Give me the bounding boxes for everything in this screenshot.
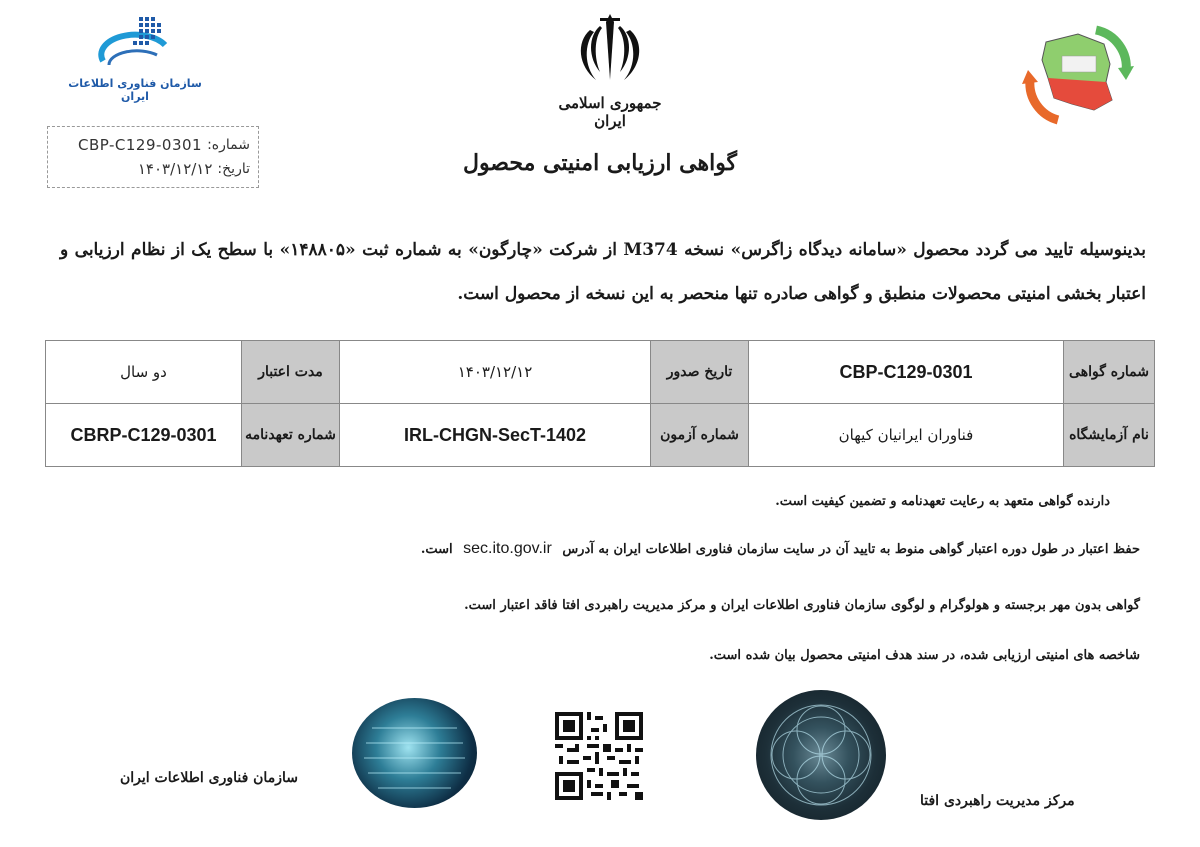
cert-number-header: شماره گواهی bbox=[1064, 341, 1155, 404]
emblem-icon bbox=[570, 8, 650, 88]
afta-hologram-seal bbox=[756, 690, 886, 820]
signature-afta: مرکز مدیریت راهبردی افتا bbox=[920, 793, 1075, 809]
lab-name-header: نام آزمایشگاه bbox=[1064, 404, 1155, 467]
validity-header: مدت اعتبار bbox=[242, 341, 340, 404]
note-commitment: دارنده گواهی متعهد به رعایت تعهدنامه و تضمین کیفیت است. bbox=[775, 494, 1110, 509]
emblem-caption: جمهوری اسلامی ایران bbox=[558, 94, 662, 130]
certificate-info-table bbox=[45, 340, 1155, 467]
certificate-date-value: ۱۴۰۳/۱۲/۱۲ bbox=[137, 160, 213, 178]
note-security-target: شاخصه های امنیتی ارزیابی شده، در سند هدف امنیتی محصول بیان شده است. bbox=[709, 648, 1140, 663]
certificate-title: گواهی ارزیابی امنیتی محصول bbox=[462, 150, 738, 176]
table-row bbox=[46, 341, 1155, 404]
note-validity bbox=[421, 540, 1140, 558]
qr-code[interactable] bbox=[555, 712, 643, 800]
signature-ito: سازمان فناوری اطلاعات ایران bbox=[120, 770, 298, 786]
commitment-number-header: شماره تعهدنامه bbox=[242, 404, 340, 467]
certificate-number-label: شماره: bbox=[207, 137, 250, 153]
rosette-icon bbox=[756, 690, 886, 820]
ito-website-url: sec.ito.gov.ir bbox=[463, 540, 552, 557]
certificate-number-value: CBP-C129-0301 bbox=[78, 136, 203, 154]
ito-logo-icon bbox=[95, 15, 175, 75]
issue-date-cell: ۱۴۰۳/۱۲/۱۲ bbox=[340, 341, 651, 404]
afta-logo bbox=[1018, 20, 1138, 130]
test-number-header: شماره آزمون bbox=[651, 404, 749, 467]
lab-name-cell: فناوران ایرانیان کیهان bbox=[749, 404, 1064, 467]
ito-logo bbox=[55, 15, 215, 103]
note-validity-end: است. bbox=[420, 542, 453, 557]
ito-org-name: سازمان فناوری اطلاعات ایران bbox=[68, 77, 202, 103]
certificate-date-row bbox=[56, 157, 250, 181]
certificate-number-box bbox=[47, 126, 259, 188]
afta-map-icon bbox=[1018, 20, 1138, 130]
table-row bbox=[46, 404, 1155, 467]
test-number-cell: IRL-CHGN-SecT-1402 bbox=[340, 404, 651, 467]
validity-cell: دو سال bbox=[46, 341, 242, 404]
cert-number-cell: CBP-C129-0301 bbox=[749, 341, 1064, 404]
note-validity-text: حفظ اعتبار در طول دوره اعتبار گواهی منوط به تایید آن در سایت سازمان فناوری اطلاعات ایران به آدرس bbox=[562, 542, 1140, 557]
issue-date-header: تاریخ صدور bbox=[651, 341, 749, 404]
note-hologram: گواهی بدون مهر برجسته و هولوگرام و لوگوی سازمان فناوری اطلاعات ایران و مرکز مدیریت راهبردی افتا فاقد اعتبار است. bbox=[464, 598, 1140, 613]
qr-code-icon bbox=[555, 712, 643, 800]
ito-hologram-seal bbox=[352, 698, 477, 808]
hologram-pattern-icon bbox=[352, 698, 477, 808]
certificate-number-row bbox=[56, 133, 250, 157]
certificate-date-label: تاریخ: bbox=[217, 161, 250, 177]
iran-emblem bbox=[545, 8, 675, 130]
certificate-statement: بدینوسیله تایید می گردد محصول «سامانه دیدگاه زاگرس» نسخه M374 از شرکت «چارگون» به شماره ثبت «۱۴۸۸۰۵» با سطح یک از نظام ارزیابی و اعتبار بخشی امنیتی محصولات منطبق و گواهی صادره تنها منحصر به این نسخه از محصول است. bbox=[60, 240, 1146, 304]
commitment-number-cell: CBRP-C129-0301 bbox=[46, 404, 242, 467]
